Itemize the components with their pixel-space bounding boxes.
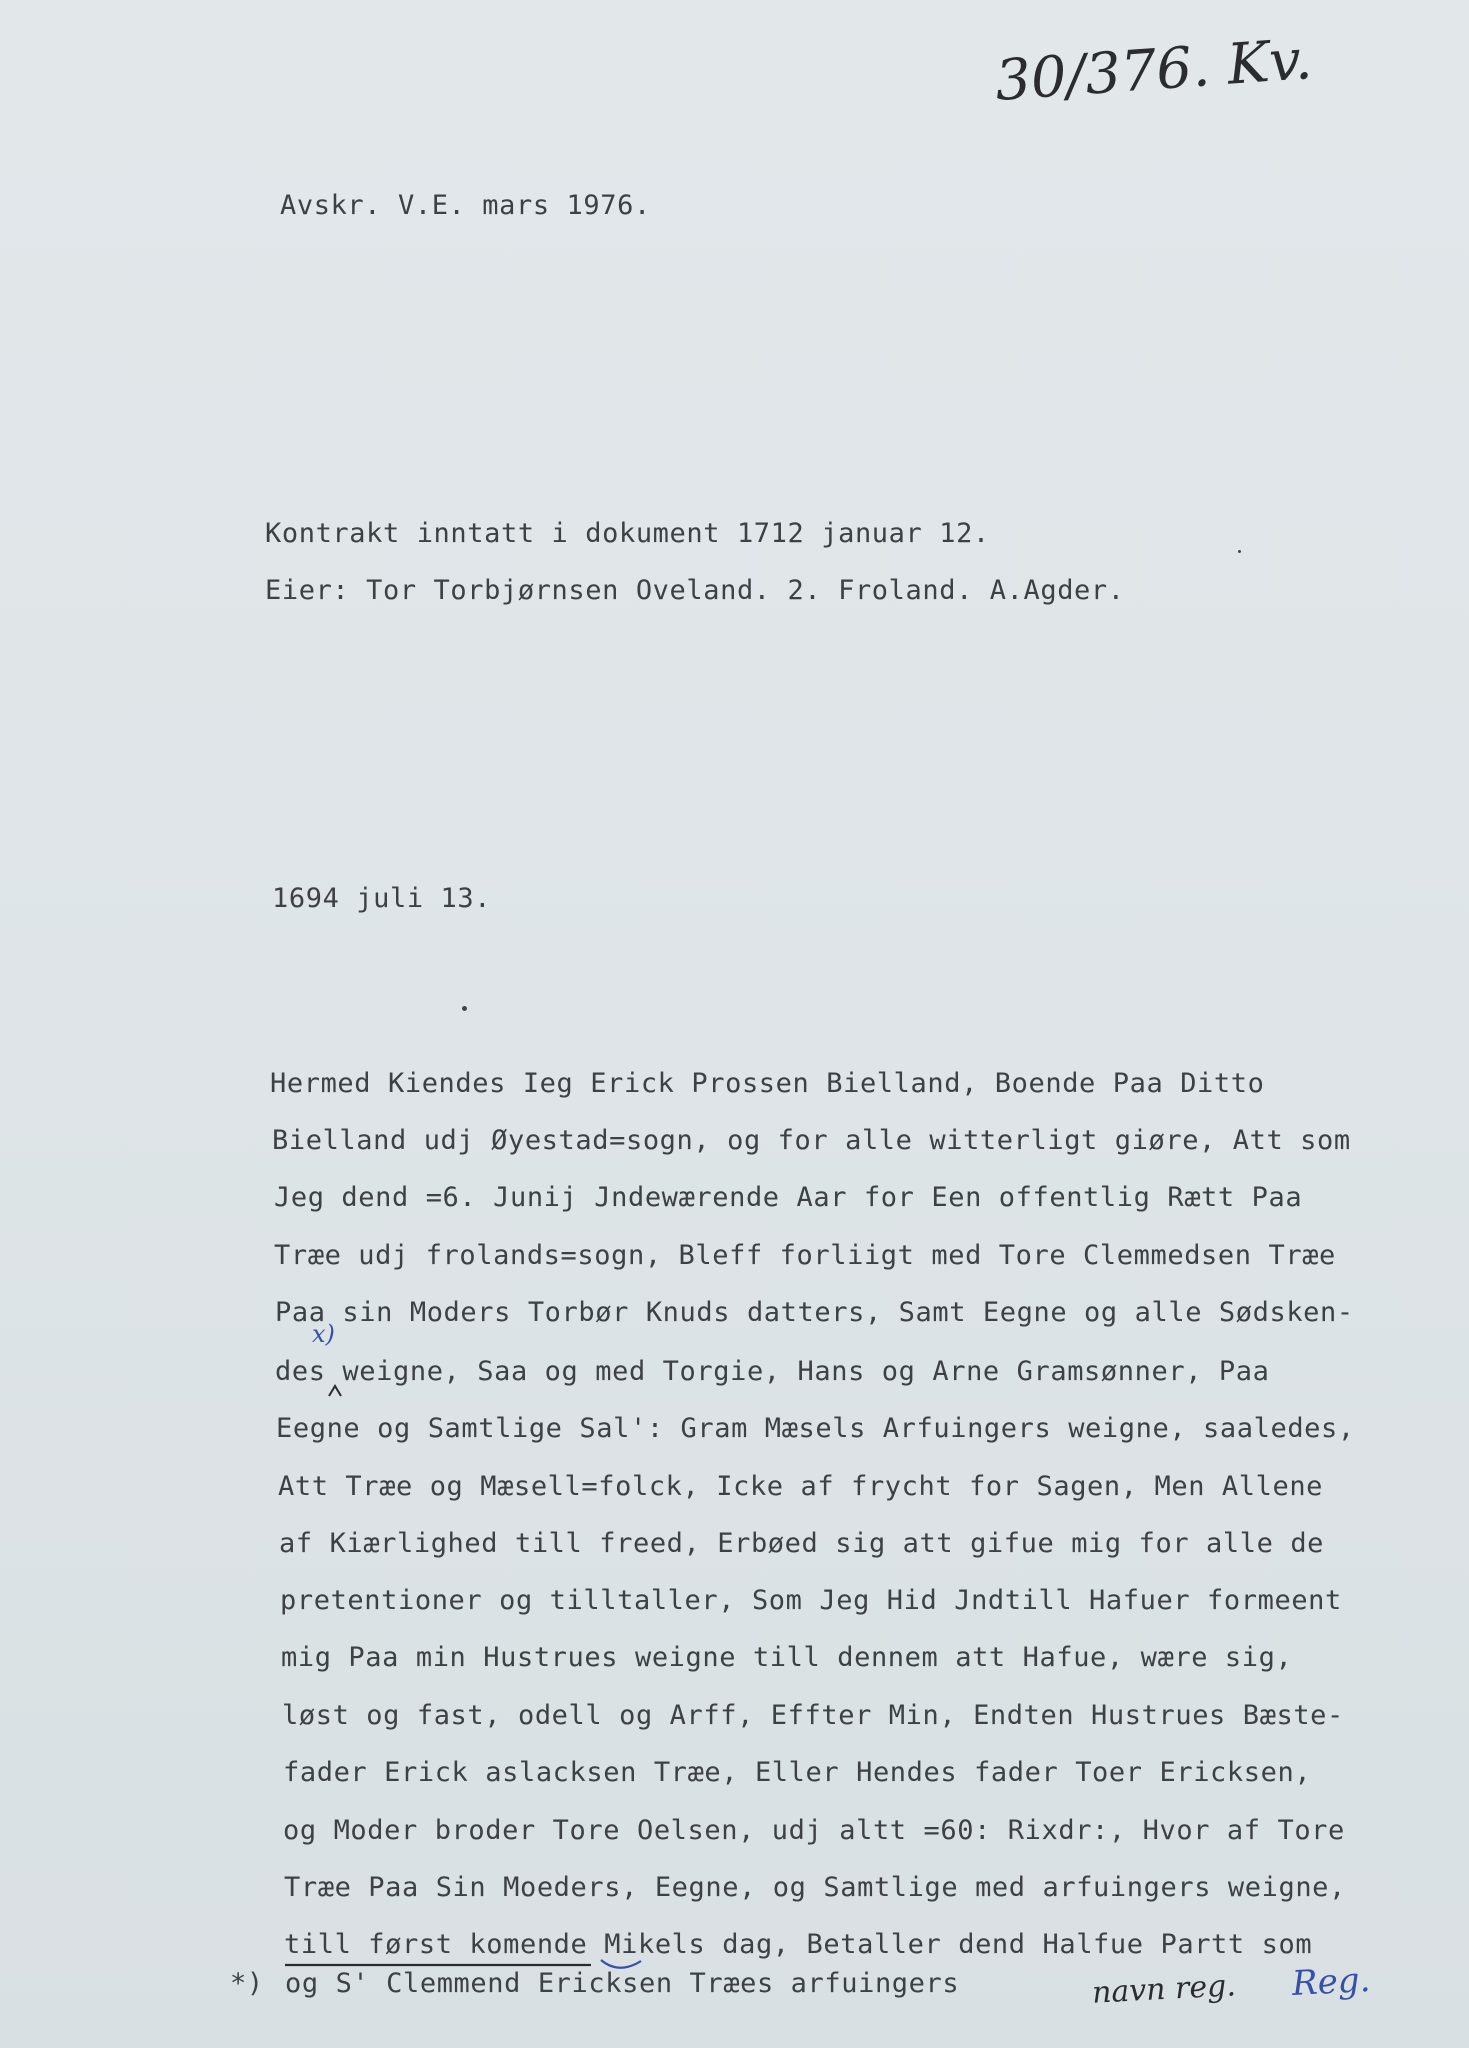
body-line-12: løst og fast, odell og Arff, Effter Min, Endten Hustrues Bæste- — [282, 1700, 1344, 1731]
body-line-3: Jeg dend =6. Junij Jndewærende Aar for Een offentlig Rætt Paa — [274, 1182, 1303, 1213]
insertion-mark: x) — [312, 1320, 335, 1348]
body-line-14: og Moder broder Tore Oelsen, udj altt =60: Rixdr:, Hvor af Tore — [283, 1815, 1345, 1846]
stray-dot — [462, 1006, 467, 1011]
footnote-text: og S' Clemmend Ericksen Træes arfuingers — [285, 1968, 960, 1999]
body-line-9: af Kiærlighed till freed, Erbøed sig att gifue mig for alle de — [279, 1528, 1325, 1559]
body-line-5: Paa sin Moders Torbør Knuds datters, Samt Eegne og alle Sødsken- — [275, 1297, 1354, 1328]
body-line-8: Att Træe og Mæsell=folck, Icke af frycht for Sagen, Men Allene — [278, 1471, 1324, 1502]
stray-mark — [1238, 550, 1241, 553]
body-line-15: Træe Paa Sin Moeders, Eegne, og Samtlige med arfuingers weigne, — [284, 1872, 1346, 1903]
contract-line-2: Eier: Tor Torbjørnsen Oveland. 2. Froland. A.Agder. — [265, 575, 1125, 606]
body-line-1: Hermed Kiendes Ieg Erick Prossen Bielland, Boende Paa Ditto — [270, 1068, 1265, 1099]
margin-note-name-register: navn reg. — [1091, 1968, 1237, 2011]
document-date: 1694 juli 13. — [272, 883, 492, 914]
body-line-16: till først komende Mikels dag, Betaller dend Halfue Partt som — [284, 1929, 1313, 1960]
archive-reference: 30/376. Kv. — [993, 27, 1315, 114]
body-line-7: Eegne og Samtlige Sal': Gram Mæsels Arfuingers weigne, saaledes, — [276, 1413, 1355, 1444]
footnote-marker: *) — [230, 1968, 264, 1999]
body-line-13: fader Erick aslacksen Træe, Eller Hendes fader Toer Ericksen, — [283, 1757, 1312, 1788]
margin-note-register: Reg. — [1291, 1959, 1372, 2005]
caret-mark — [328, 1383, 342, 1397]
body-line-10: pretentioner og tilltaller, Som Jeg Hid Jndtill Hafuer formeent — [280, 1585, 1342, 1616]
contract-line-1: Kontrakt inntatt i dokument 1712 januar 12. — [265, 518, 990, 549]
body-line-11: mig Paa min Hustrues weigne till dennem att Hafue, wære sig, — [281, 1642, 1293, 1673]
body-line-6: des weigne, Saa og med Torgie, Hans og Arne Gramsønner, Paa — [275, 1356, 1270, 1387]
transcription-header: Avskr. V.E. mars 1976. — [280, 190, 651, 221]
body-line-4: Træe udj frolands=sogn, Bleff forliigt med Tore Clemmedsen Træe — [274, 1240, 1336, 1271]
body-line-2: Bielland udj Øyestad=sogn, og for alle witterligt giøre, Att som — [272, 1125, 1351, 1156]
